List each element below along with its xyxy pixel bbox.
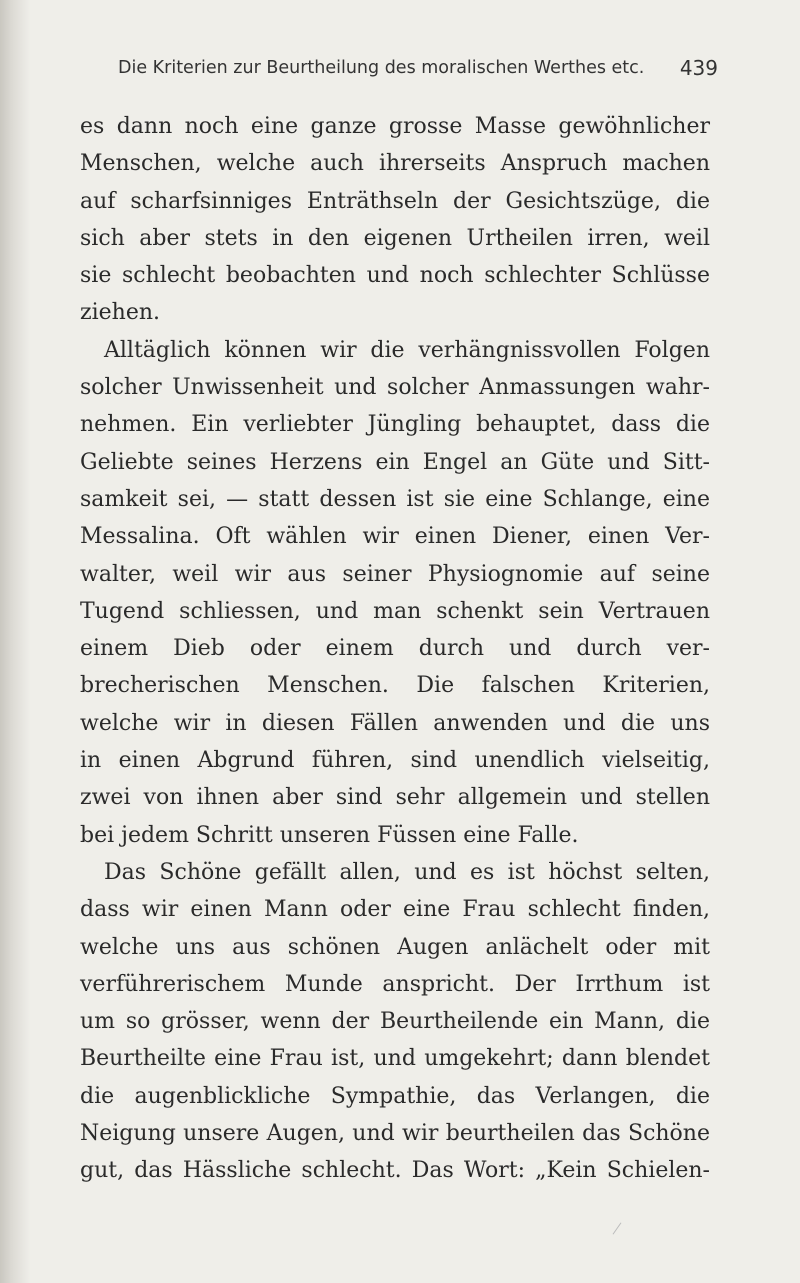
stray-pencil-mark: [613, 1222, 622, 1234]
text-line: solcher Unwissenheit und solcher Anmassungen wahr-: [80, 375, 710, 401]
text-line: es dann noch eine ganze grosse Masse gewöhnlicher: [80, 114, 710, 139]
text-line: zwei von ihnen aber sind sehr allgemein und stellen: [80, 785, 710, 811]
body-text: [80, 108, 710, 1190]
text-line: um so grösser, wenn der Beurtheilende ein Mann, die: [80, 1009, 710, 1035]
text-line: sie schlecht beobachten und noch schlechter Schlüsse: [80, 263, 710, 289]
text-line: welche wir in diesen Fällen anwenden und die uns: [80, 710, 710, 736]
text-line: Beurtheilte eine Frau ist, und umgekehrt; dann blendet: [80, 1046, 710, 1072]
text-line: sich aber stets in den eigenen Urtheilen irren, weil: [80, 225, 710, 251]
text-line: Alltäglich können wir die verhängnissvollen Folgen: [104, 337, 710, 363]
text-line: Neigung unsere Augen, und wir beurtheilen das Schöne: [80, 1121, 710, 1147]
text-line: nehmen. Ein verliebter Jüngling behauptet, dass die: [80, 412, 710, 438]
text-line: die augenblickliche Sympathie, das Verlangen, die: [80, 1083, 710, 1109]
text-line: verführerischem Munde anspricht. Der Irrthum ist: [80, 971, 710, 997]
text-line: samkeit sei, — statt dessen ist sie eine Schlange, eine: [80, 486, 710, 512]
page-number: 439: [679, 56, 718, 80]
text-line: ziehen.: [80, 300, 160, 326]
text-line: dass wir einen Mann oder eine Frau schlecht finden,: [80, 897, 710, 923]
text-line: einem Dieb oder einem durch und durch ver-: [80, 636, 710, 662]
text-line: brecherischen Menschen. Die falschen Kriterien,: [80, 673, 710, 699]
text-line: Geliebte seines Herzens ein Engel an Güte und Sitt-: [80, 449, 710, 475]
text-line: Tugend schliessen, und man schenkt sein Vertrauen: [80, 598, 710, 624]
text-line: Messalina. Oft wählen wir einen Diener, einen Ver-: [80, 524, 710, 550]
running-head: [118, 58, 718, 88]
text-line: Das Schöne gefällt allen, und es ist höchst selten,: [104, 859, 710, 885]
text-line: welche uns aus schönen Augen anlächelt oder mit: [80, 934, 710, 960]
text-line: bei jedem Schritt unseren Füssen eine Falle.: [80, 822, 579, 848]
text-line: auf scharfsinniges Enträthseln der Gesichtszüge, die: [80, 188, 710, 214]
text-line: walter, weil wir aus seiner Physiognomie auf seine: [80, 561, 710, 587]
text-line: in einen Abgrund führen, sind unendlich vielseitig,: [80, 748, 710, 774]
text-line: gut, das Hässliche schlecht. Das Wort: „Kein Schielen-: [80, 1158, 710, 1184]
text-line: Menschen, welche auch ihrerseits Anspruch machen: [80, 151, 710, 177]
running-title: Die Kriterien zur Beurtheilung des moralischen Werthes etc.: [118, 58, 645, 78]
